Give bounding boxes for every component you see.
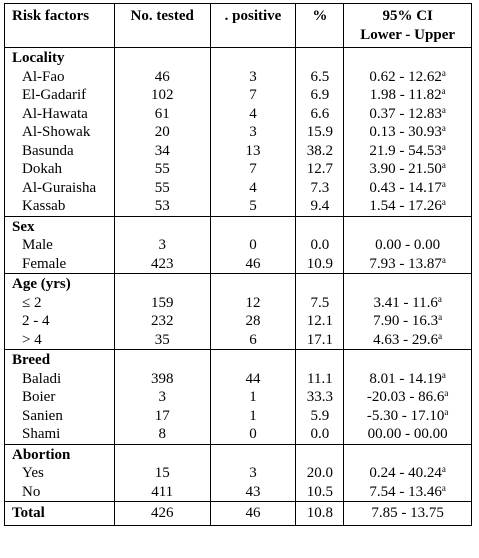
row-percent: 38.2: [296, 142, 344, 161]
empty-cell: [114, 350, 210, 370]
row-tested: 411: [114, 483, 210, 502]
ci-value: 1.98 - 11.82: [369, 87, 442, 103]
row-label: Al-Hawata: [5, 105, 115, 124]
row-tested: 159: [114, 294, 210, 313]
ci-value: 0.37 - 12.83: [369, 105, 442, 122]
table-row: [5, 331, 472, 350]
empty-cell: [344, 444, 472, 464]
ci-value: 0.13 - 30.93: [369, 124, 442, 140]
group-title: Abortion: [5, 444, 115, 464]
group-header-row: [5, 444, 472, 464]
row-ci: [344, 294, 472, 313]
ci-superscript: a: [441, 482, 446, 493]
row-ci: [344, 123, 472, 142]
row-positive: 3: [210, 464, 296, 483]
ci-value: -20.03 - 86.6: [366, 389, 445, 405]
row-positive: 3: [210, 123, 296, 142]
empty-cell: [296, 350, 344, 370]
group-header-row: [5, 48, 472, 68]
empty-cell: [344, 350, 472, 370]
ci-value: 3.90 - 21.50: [369, 161, 442, 177]
ci-value: 0.62 - 12.62: [369, 68, 442, 85]
ci-superscript: a: [444, 406, 449, 417]
row-tested: 53: [114, 197, 210, 216]
row-label: 2 - 4: [5, 312, 115, 331]
table-row: [5, 142, 472, 161]
row-positive: 4: [210, 179, 296, 198]
ci-superscript: a: [441, 67, 446, 78]
row-ci: [344, 312, 472, 331]
row-tested: 8: [114, 425, 210, 444]
total-row: [5, 502, 472, 526]
ci-superscript: a: [438, 312, 443, 322]
ci-value: 8.01 - 14.19: [369, 370, 442, 387]
row-positive: 13: [210, 142, 296, 161]
empty-cell: [114, 48, 210, 68]
row-ci: [344, 68, 472, 87]
row-percent: 17.1: [296, 331, 344, 350]
row-tested: 55: [114, 179, 210, 198]
row-percent: 11.1: [296, 370, 344, 389]
row-label: No: [5, 483, 115, 502]
table-row: [5, 388, 472, 407]
row-ci: [344, 388, 472, 407]
row-tested: 232: [114, 312, 210, 331]
row-positive: 0: [210, 425, 296, 444]
group-header-row: [5, 350, 472, 370]
row-ci: [344, 407, 472, 426]
ci-superscript: a: [441, 123, 446, 133]
header-row: [5, 4, 472, 48]
group-header-row: [5, 274, 472, 294]
ci-value: 3.41 - 11.6: [373, 294, 438, 311]
row-ci: [344, 255, 472, 274]
group-header-row: [5, 216, 472, 236]
row-label: Female: [5, 255, 115, 274]
row-percent: 20.0: [296, 464, 344, 483]
ci-value: 0.43 - 14.17: [369, 179, 442, 196]
ci-value: 21.9 - 54.53: [369, 142, 442, 159]
ci-value: 7.93 - 13.87: [369, 255, 442, 272]
ci-superscript: a: [441, 141, 446, 152]
group-title: Locality: [5, 48, 115, 68]
empty-cell: [210, 216, 296, 236]
row-tested: 3: [114, 388, 210, 407]
table-row: [5, 197, 472, 216]
row-label: Shami: [5, 425, 115, 444]
total-positive: 46: [210, 502, 296, 526]
table-row: [5, 68, 472, 87]
row-label: Al-Fao: [5, 68, 115, 87]
table-row: [5, 105, 472, 124]
row-ci: [344, 425, 472, 444]
ci-superscript: a: [441, 86, 446, 96]
row-percent: 6.5: [296, 68, 344, 87]
row-tested: 55: [114, 160, 210, 179]
row-label: Yes: [5, 464, 115, 483]
total-ci: 7.85 - 13.75: [344, 502, 472, 526]
row-tested: 46: [114, 68, 210, 87]
ci-value: 4.63 - 29.6: [373, 331, 439, 348]
row-tested: 398: [114, 370, 210, 389]
table-row: [5, 179, 472, 198]
table-row: [5, 86, 472, 105]
row-ci: [344, 370, 472, 389]
row-ci: [344, 105, 472, 124]
empty-cell: [344, 274, 472, 294]
empty-cell: [114, 274, 210, 294]
ci-superscript: a: [441, 197, 446, 207]
empty-cell: [210, 274, 296, 294]
row-positive: 7: [210, 160, 296, 179]
total-tested: 426: [114, 502, 210, 526]
ci-superscript: a: [441, 254, 446, 265]
header-percent: %: [296, 4, 344, 48]
row-percent: 12.7: [296, 160, 344, 179]
row-positive: 43: [210, 483, 296, 502]
row-positive: 4: [210, 105, 296, 124]
row-label: > 4: [5, 331, 115, 350]
row-label: Dokah: [5, 160, 115, 179]
row-tested: 17: [114, 407, 210, 426]
ci-value: 7.90 - 16.3: [373, 313, 439, 329]
risk-factors-table: [4, 3, 472, 526]
row-percent: 6.9: [296, 86, 344, 105]
row-label: Male: [5, 236, 115, 255]
row-percent: 0.0: [296, 236, 344, 255]
row-percent: 5.9: [296, 407, 344, 426]
row-percent: 15.9: [296, 123, 344, 142]
table-row: [5, 236, 472, 255]
row-positive: 3: [210, 68, 296, 87]
row-label: Boier: [5, 388, 115, 407]
empty-cell: [210, 48, 296, 68]
row-positive: 7: [210, 86, 296, 105]
row-percent: 12.1: [296, 312, 344, 331]
empty-cell: [210, 350, 296, 370]
empty-cell: [344, 216, 472, 236]
empty-cell: [296, 274, 344, 294]
header-ci-line2: Lower - Upper: [360, 26, 456, 43]
ci-superscript: a: [441, 369, 446, 380]
table-row: [5, 294, 472, 313]
row-percent: 33.3: [296, 388, 344, 407]
table-row: [5, 464, 472, 483]
row-positive: 1: [210, 407, 296, 426]
total-label: Total: [5, 502, 115, 526]
row-label: Baladi: [5, 370, 115, 389]
header-positive: . positive: [210, 4, 296, 48]
empty-cell: [296, 216, 344, 236]
row-label: El-Gadarif: [5, 86, 115, 105]
header-ci-line1: 95% CI: [382, 8, 433, 24]
ci-value: 7.54 - 13.46: [369, 483, 442, 500]
row-tested: 34: [114, 142, 210, 161]
row-tested: 102: [114, 86, 210, 105]
ci-superscript: a: [441, 464, 446, 474]
table-row: [5, 160, 472, 179]
ci-superscript: a: [444, 388, 449, 398]
empty-cell: [344, 48, 472, 68]
ci-superscript: a: [441, 178, 446, 189]
row-tested: 15: [114, 464, 210, 483]
empty-cell: [296, 48, 344, 68]
row-label: Kassab: [5, 197, 115, 216]
ci-value: -5.30 - 17.10: [366, 407, 445, 424]
row-label: Al-Guraisha: [5, 179, 115, 198]
row-percent: 6.6: [296, 105, 344, 124]
row-label: Al-Showak: [5, 123, 115, 142]
row-percent: 10.5: [296, 483, 344, 502]
ci-value: 0.24 - 40.24: [369, 465, 442, 481]
row-positive: 6: [210, 331, 296, 350]
row-ci: [344, 331, 472, 350]
ci-superscript: a: [437, 293, 442, 304]
table-row: [5, 407, 472, 426]
row-ci: [344, 464, 472, 483]
empty-cell: [114, 444, 210, 464]
row-percent: 0.0: [296, 425, 344, 444]
table-row: [5, 370, 472, 389]
row-percent: 7.3: [296, 179, 344, 198]
row-ci: [344, 179, 472, 198]
row-ci: [344, 483, 472, 502]
row-positive: 1: [210, 388, 296, 407]
row-percent: 10.9: [296, 255, 344, 274]
ci-value: 00.00 - 00.00: [367, 426, 448, 442]
row-label: Basunda: [5, 142, 115, 161]
header-risk-factors: Risk factors: [5, 4, 115, 48]
header-ci: [344, 4, 472, 48]
row-ci: [344, 86, 472, 105]
row-tested: 35: [114, 331, 210, 350]
header-no-tested: No. tested: [114, 4, 210, 48]
empty-cell: [210, 444, 296, 464]
row-tested: 423: [114, 255, 210, 274]
row-label: Sanien: [5, 407, 115, 426]
row-positive: 46: [210, 255, 296, 274]
row-tested: 20: [114, 123, 210, 142]
table-row: [5, 312, 472, 331]
group-title: Sex: [5, 216, 115, 236]
row-ci: [344, 236, 472, 255]
row-positive: 28: [210, 312, 296, 331]
row-positive: 0: [210, 236, 296, 255]
row-ci: [344, 160, 472, 179]
row-positive: 44: [210, 370, 296, 389]
row-tested: 3: [114, 236, 210, 255]
row-label: ≤ 2: [5, 294, 115, 313]
row-ci: [344, 142, 472, 161]
empty-cell: [114, 216, 210, 236]
table-row: [5, 123, 472, 142]
group-title: Age (yrs): [5, 274, 115, 294]
table-row: [5, 255, 472, 274]
ci-superscript: a: [441, 104, 446, 115]
empty-cell: [296, 444, 344, 464]
row-percent: 9.4: [296, 197, 344, 216]
row-ci: [344, 197, 472, 216]
row-tested: 61: [114, 105, 210, 124]
ci-value: 0.00 - 0.00: [375, 237, 441, 253]
row-positive: 5: [210, 197, 296, 216]
ci-superscript: a: [438, 330, 443, 341]
table-row: [5, 483, 472, 502]
ci-superscript: a: [441, 160, 446, 170]
row-percent: 7.5: [296, 294, 344, 313]
total-percent: 10.8: [296, 502, 344, 526]
group-title: Breed: [5, 350, 115, 370]
ci-value: 1.54 - 17.26: [369, 198, 442, 214]
table-body: [5, 48, 472, 526]
row-positive: 12: [210, 294, 296, 313]
table-row: [5, 425, 472, 444]
